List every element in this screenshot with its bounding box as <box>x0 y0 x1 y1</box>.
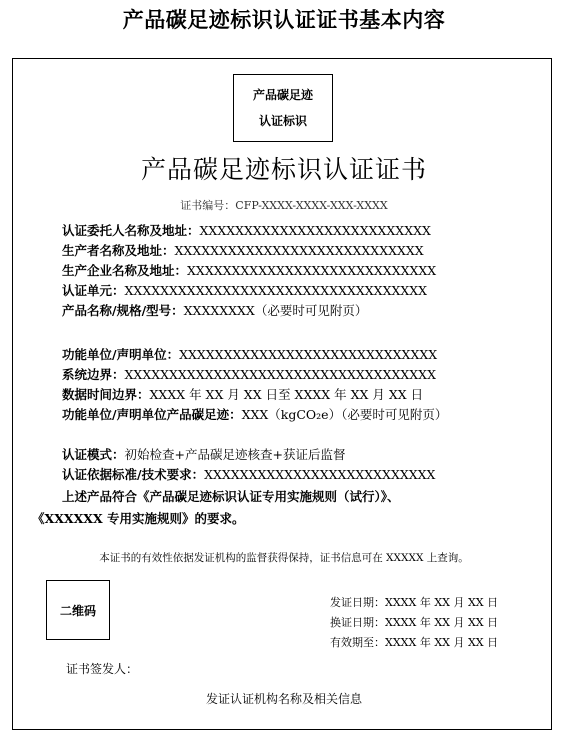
date-value: XXXX 年 XX 月 XX 日 <box>385 636 499 649</box>
issuer-info: 发证认证机构名称及相关信息 <box>205 692 362 706</box>
field-label: 认证依据标准/技术要求： <box>62 467 205 482</box>
field-data-time-boundary <box>62 386 423 404</box>
field-certification-mode <box>62 446 345 464</box>
field-label: 系统边界： <box>62 367 125 382</box>
expiry-date <box>330 634 498 650</box>
conformity-statement-line1: 上述产品符合《产品碳足迹标识认证专用实施规则（试行）》、 <box>62 489 400 504</box>
field-certification-unit <box>62 282 427 300</box>
field-value: XXXXXXXXXXXXXXXXXXXXXXXXXXXXXXXXXXX <box>124 367 436 382</box>
certificate-number: 证书编号：CFP-XXXX-XXXX-XXX-XXXX <box>180 199 388 212</box>
field-value: 初始检查+产品碳足迹核查+获证后监督 <box>124 447 346 462</box>
field-value: XXXXXXXXXXXXXXXXXXXXXXXXXXXXX <box>179 347 438 362</box>
field-producer <box>62 242 424 260</box>
date-label: 换证日期： <box>330 616 385 629</box>
certificate-signer: 证书签发人： <box>66 662 139 676</box>
renewal-date <box>330 614 498 630</box>
field-value: XXXXXXXXXXXXXXXXXXXXXXXXXX <box>204 467 436 482</box>
field-value: XXXXXXXXXXXXXXXXXXXXXXXXXXXXXXXXXX <box>124 283 428 298</box>
date-label: 发证日期： <box>330 596 385 609</box>
qr-code-label: 二维码 <box>59 603 96 618</box>
field-label: 认证单元： <box>62 283 125 298</box>
field-value: XXX（kgCO₂e）（必要时可见附页） <box>241 407 448 422</box>
certification-mark-line1: 产品碳足迹 <box>252 88 313 102</box>
field-value: XXXXXXXXXXXXXXXXXXXXXXXXXXXX <box>174 243 424 258</box>
field-label: 功能单位/声明单位产品碳足迹： <box>62 407 242 422</box>
field-carbon-footprint <box>62 406 447 424</box>
field-system-boundary <box>62 366 436 384</box>
issue-date <box>330 594 498 610</box>
field-standard <box>62 466 435 484</box>
field-client <box>62 222 431 240</box>
field-value: XXXXXXXXXXXXXXXXXXXXXXXXXXXX <box>187 263 437 278</box>
certification-mark-line2: 认证标识 <box>258 114 307 128</box>
field-label: 生产者名称及地址： <box>62 243 175 258</box>
field-label: 生产企业名称及地址： <box>62 263 188 278</box>
field-label: 数据时间边界： <box>62 387 150 402</box>
page-title: 产品碳足迹标识认证证书基本内容 <box>122 7 446 32</box>
qr-code-placeholder <box>46 580 110 640</box>
date-label: 有效期至： <box>330 636 385 649</box>
date-value: XXXX 年 XX 月 XX 日 <box>385 616 499 629</box>
field-functional-unit <box>62 346 437 364</box>
field-value: XXXX 年 XX 月 XX 日至 XXXX 年 XX 月 XX 日 <box>149 387 424 402</box>
conformity-statement-line2: 《XXXXXX 专用实施规则》的要求。 <box>32 511 245 526</box>
field-label: 产品名称/规格/型号： <box>62 303 184 318</box>
field-product-name <box>62 302 367 320</box>
field-label: 功能单位/声明单位： <box>62 347 180 362</box>
certification-mark-box <box>233 74 333 142</box>
field-value: XXXXXXXXXXXXXXXXXXXXXXXXXX <box>199 223 431 238</box>
field-value: XXXXXXXX（必要时可见附页） <box>183 303 368 318</box>
field-label: 认证委托人名称及地址： <box>62 223 200 238</box>
validity-note: 本证书的有效性依据发证机构的监督获得保持，证书信息可在 XXXXX 上查询。 <box>99 552 469 564</box>
date-value: XXXX 年 XX 月 XX 日 <box>385 596 499 609</box>
certificate-title: 产品碳足迹标识认证证书 <box>140 155 427 184</box>
field-label: 认证模式： <box>62 447 125 462</box>
field-manufacturer <box>62 262 436 280</box>
